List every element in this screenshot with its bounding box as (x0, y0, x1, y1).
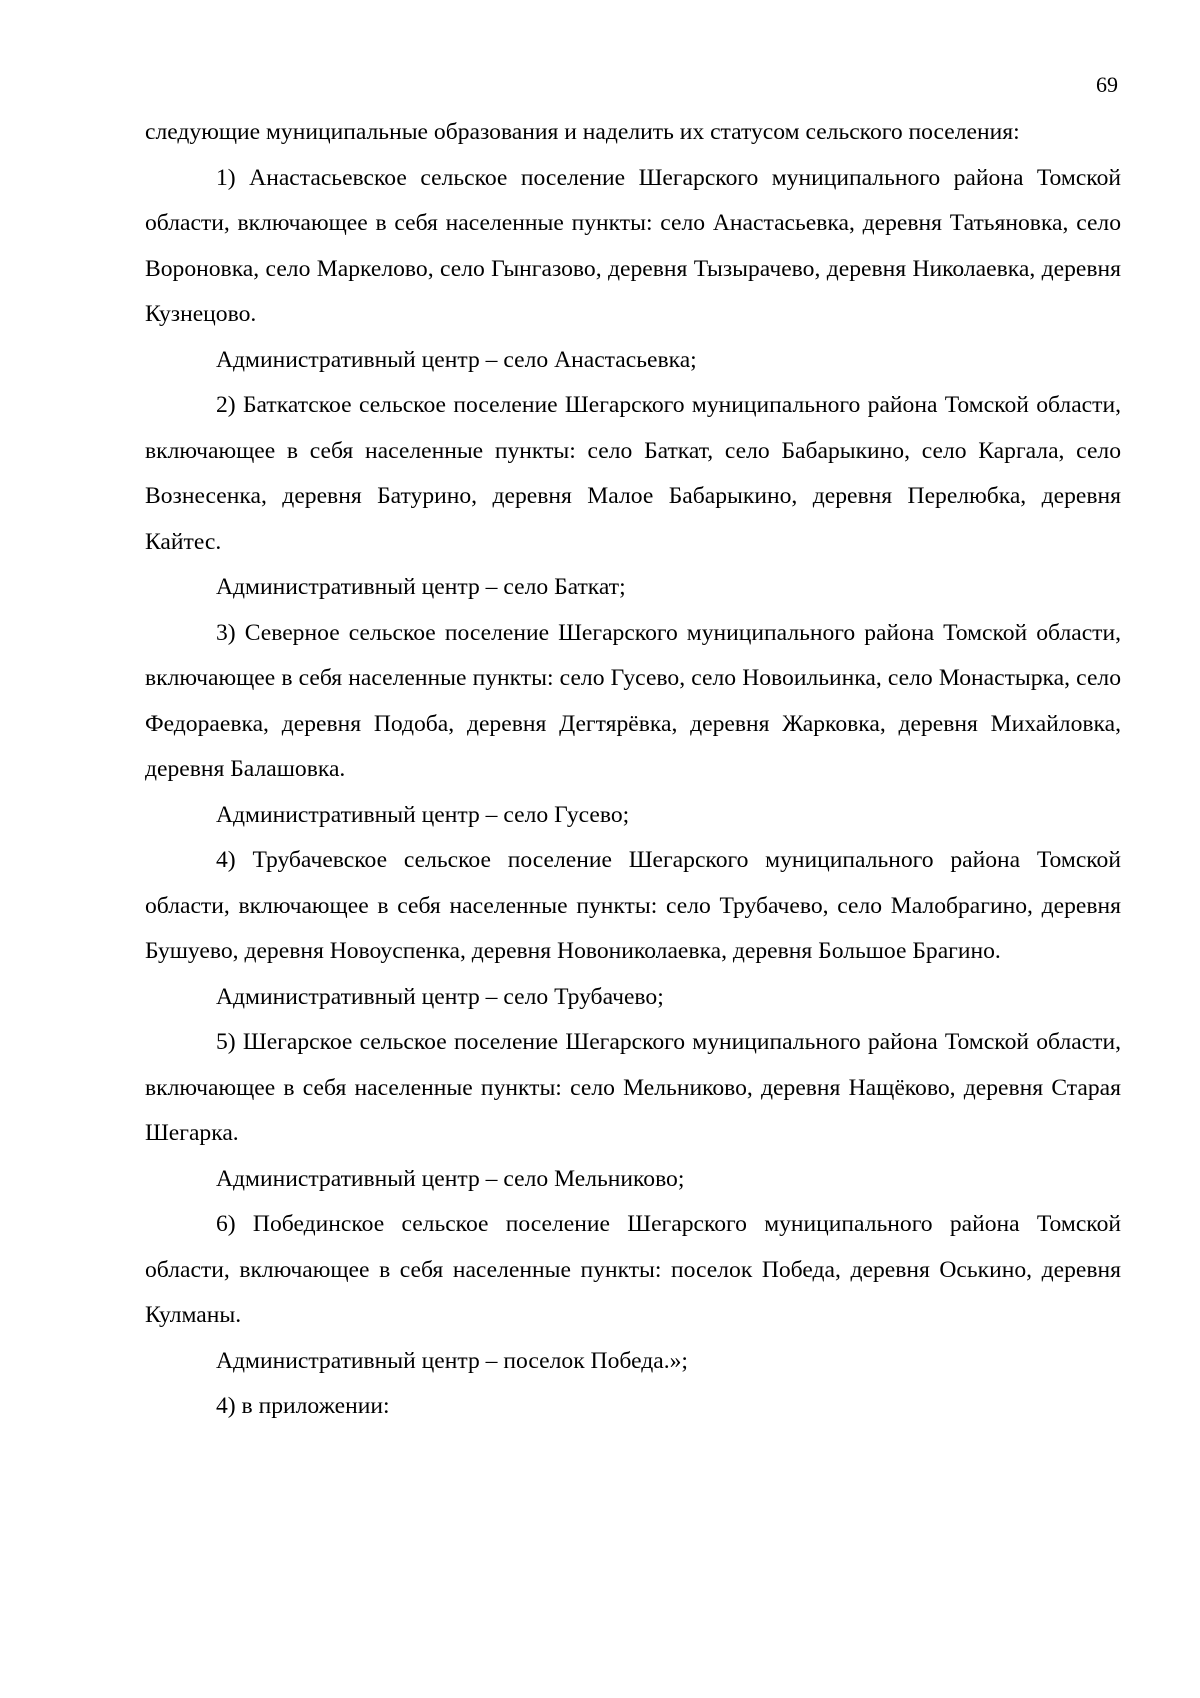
paragraph-item-3: 3) Северное сельское поселение Шегарского муниципального района Томской области, включающее в себя населенные пункты: село Гусево, село Новоильинка, село Монастырка, село Федораевка, деревня Подоба, деревня Дегтярёвка, деревня Жарковка, деревня Михайловка, деревня Балашовка. (145, 619, 1121, 782)
paragraph-center-3: Административный центр – село Гусево; (216, 801, 630, 828)
paragraph-intro: следующие муниципальные образования и наделить их статусом сельского поселения: (145, 119, 1020, 145)
paragraph-item-1: 1) Анастасьевское сельское поселение Шегарского муниципального района Томской области, включающее в себя населенные пункты: село Анастасьевка, деревня Татьяновка, село Вороновка, село Маркелово, село Гынгазово, деревня Тызырачево, деревня Николаевка, деревня Кузнецово. (145, 164, 1121, 327)
paragraph-item-5: 5) Шегарское сельское поселение Шегарского муниципального района Томской области, включающее в себя населенные пункты: село Мельниково, деревня Нащёково, деревня Старая Шегарка. (145, 1029, 1121, 1146)
paragraph-center-4: Административный центр – село Трубачево; (216, 983, 664, 1010)
paragraph-center-2: Административный центр – село Баткат; (216, 574, 626, 600)
paragraph-center-5: Административный центр – село Мельниково; (216, 1165, 685, 1192)
page-number: 69 (1096, 72, 1118, 97)
paragraph-appendix: 4) в приложении: (216, 1393, 390, 1419)
paragraph-center-1: Административный центр – село Анастасьевка; (216, 346, 697, 373)
paragraph-center-6: Административный центр – поселок Победа.»; (216, 1347, 688, 1374)
paragraph-item-2: 2) Баткатское сельское поселение Шегарского муниципального района Томской области, включающее в себя населенные пункты: село Баткат, село Бабарыкино, село Каргала, село Вознесенка, деревня Батурино, деревня Малое Бабарыкино, деревня Перелюбка, деревня Кайтес. (145, 392, 1121, 555)
paragraph-item-4: 4) Трубачевское сельское поселение Шегарского муниципального района Томской области, включающее в себя населенные пункты: село Трубачево, село Малобрагино, деревня Бушуево, деревня Новоуспенка, деревня Новониколаевка, деревня Большое Брагино. (145, 847, 1121, 964)
document-body (145, 110, 1121, 1430)
paragraph-item-6: 6) Побединское сельское поселение Шегарского муниципального района Томской области, включающее в себя населенные пункты: поселок Победа, деревня Оськино, деревня Кулманы. (145, 1211, 1121, 1328)
